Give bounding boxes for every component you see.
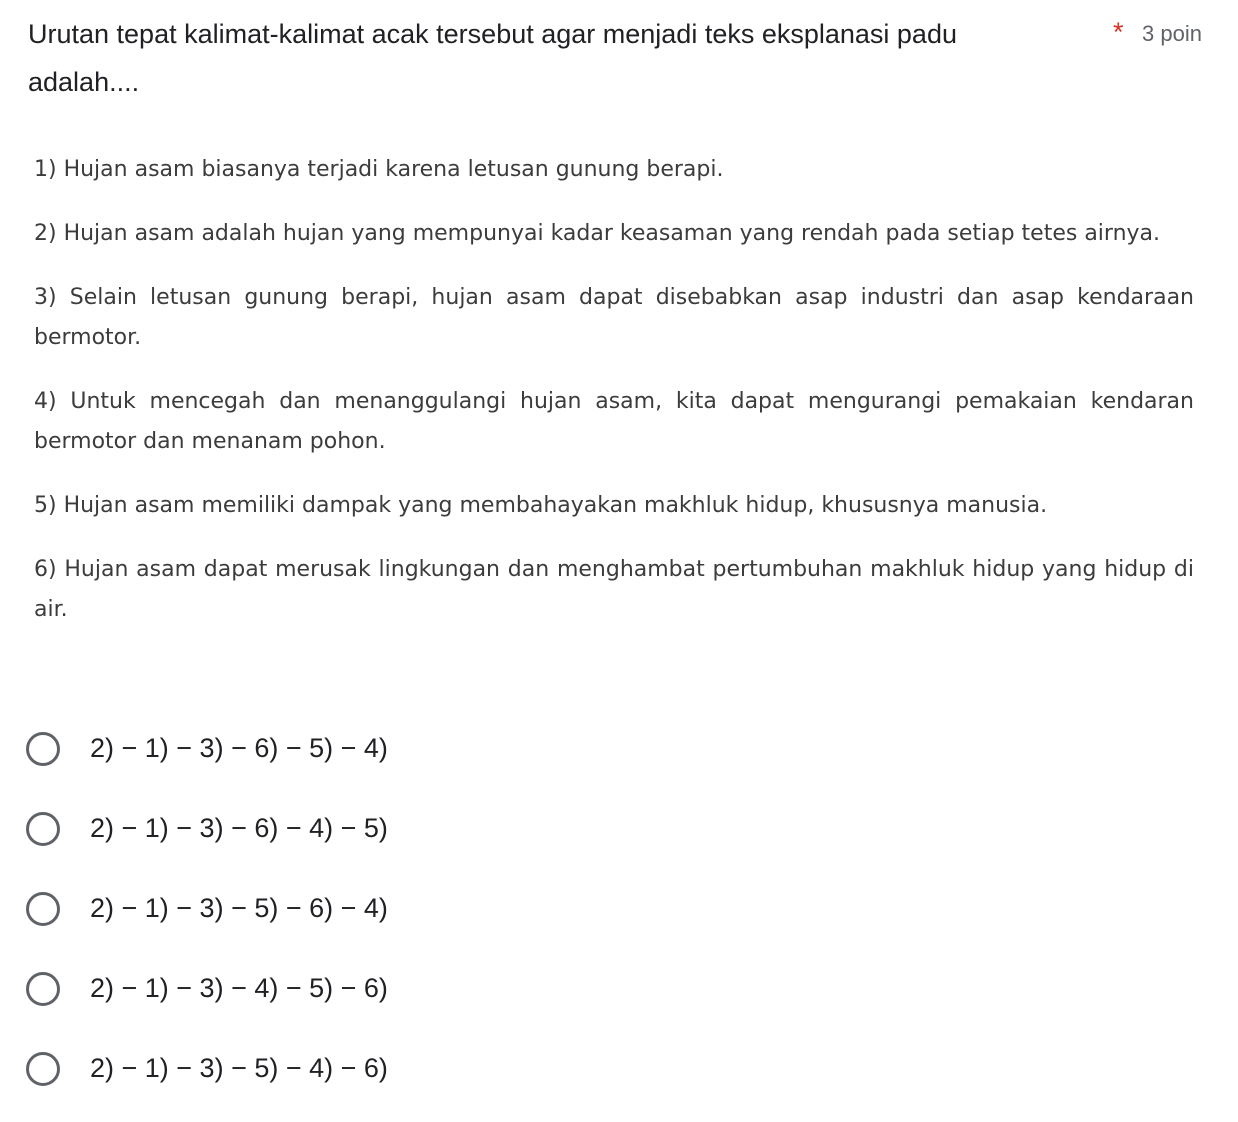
- statement-1: 1) Hujan asam biasanya terjadi karena letusan gunung berapi.: [34, 157, 724, 182]
- question-title: Urutan tepat kalimat-kalimat acak tersebut agar menjadi teks eksplanasi padu adalah....: [28, 19, 957, 97]
- radio-button-icon[interactable]: [26, 732, 60, 766]
- option-3[interactable]: [26, 882, 388, 962]
- option-label: 2) − 1) − 3) − 6) − 4) − 5): [90, 813, 388, 843]
- option-1[interactable]: [26, 722, 388, 802]
- option-label: 2) − 1) − 3) − 6) − 5) − 4): [90, 733, 388, 763]
- option-label: 2) − 1) − 3) − 5) − 6) − 4): [90, 893, 388, 923]
- option-5[interactable]: [26, 1042, 388, 1122]
- option-label: 2) − 1) − 3) − 4) − 5) − 6): [90, 973, 388, 1003]
- statement-5: 5) Hujan asam memiliki dampak yang membahayakan makhluk hidup, khususnya manusia.: [34, 493, 1048, 518]
- statement-2: 2) Hujan asam adalah hujan yang mempunyai kadar keasaman yang rendah pada setiap tetes airnya.: [34, 221, 1161, 246]
- radio-button-icon[interactable]: [26, 1052, 60, 1086]
- radio-button-icon[interactable]: [26, 972, 60, 1006]
- statement-6: 6) Hujan asam dapat merusak lingkungan dan menghambat pertumbuhan makhluk hidup yang hidup di air.: [34, 557, 1194, 622]
- option-label: 2) − 1) − 3) − 5) − 4) − 6): [90, 1053, 388, 1083]
- radio-button-icon[interactable]: [26, 812, 60, 846]
- radio-button-icon[interactable]: [26, 892, 60, 926]
- question-header: [28, 10, 1210, 106]
- statement-3: 3) Selain letusan gunung berapi, hujan asam dapat disebabkan asap industri dan asap kendaraan bermotor.: [34, 285, 1194, 350]
- question-image: [34, 150, 1194, 654]
- statement-4: 4) Untuk mencegah dan menanggulangi hujan asam, kita dapat mengurangi pemakaian kendaran bermotor dan menanam pohon.: [34, 389, 1194, 454]
- answer-options: [26, 722, 388, 1122]
- points-label: 3 poin: [1142, 21, 1202, 46]
- option-4[interactable]: [26, 962, 388, 1042]
- option-2[interactable]: [26, 802, 388, 882]
- required-marker: *: [1113, 17, 1124, 47]
